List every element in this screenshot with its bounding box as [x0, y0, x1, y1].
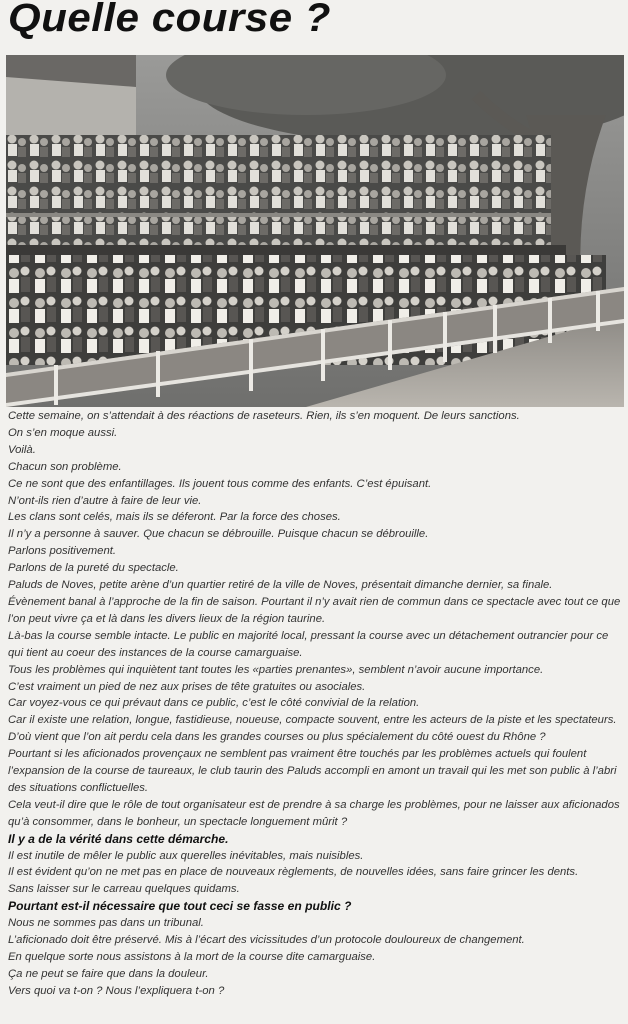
- article-paragraph: Vers quoi va t-on ? Nous l’expliquera t-on ?: [8, 984, 225, 997]
- article-paragraph: On s’en moque aussi.: [8, 426, 118, 439]
- article-paragraph: Nous ne sommes pas dans un tribunal.: [8, 917, 204, 930]
- article-paragraph: Évènement banal à l’approche de la fin de saison. Pourtant il n’y avait rien de commun dans ce spectacle avec tout ce que l’on peut vivre ça et là dans les divers lieux de la région taurine.: [8, 595, 621, 625]
- arena-photo: [6, 55, 624, 407]
- article-paragraph: Parlons de la pureté du spectacle.: [8, 562, 179, 575]
- article-paragraph: Car voyez-vous ce qui prévaut dans ce public, c’est le côté convivial de la relation.: [8, 697, 420, 710]
- article-paragraph: D’où vient que l’on ait perdu cela dans les grandes courses ou plus spécialement du côté ouest du Rhône ?: [8, 731, 546, 744]
- article-paragraph: Ça ne peut se faire que dans la douleur.: [8, 967, 209, 980]
- page-title: Quelle course ?: [8, 0, 331, 40]
- article-paragraph: Là-bas la course semble intacte. Le public en majorité local, pressant la course avec un détachement outrancier pour ce qui tient au coeur des instances de la course camarguaise.: [8, 629, 609, 659]
- article-paragraph: Sans laisser sur le carreau quelques quidams.: [8, 883, 240, 896]
- article-paragraph: Voilà.: [8, 443, 36, 456]
- article-paragraph: N’ont-ils rien d’autre à faire de leur vie.: [8, 494, 202, 507]
- article-paragraph: Tous les problèmes qui inquiètent tant toutes les «parties prenantes», semblent n’avoir aucune importance.: [8, 663, 544, 676]
- spectators-photo-illustration: [6, 55, 624, 407]
- article-paragraph: C’est vraiment un pied de nez aux prises de tête gratuites ou asociales.: [8, 680, 366, 693]
- article-paragraph: Pourtant si les aficionados provençaux ne semblent pas vraiment être touchés par les problèmes actuels qui foulent l’expansion de la course de taureaux, le club taurin des Paluds accompli en amont un travail qui les met son public à l’abri des situations conflictuelles.: [8, 748, 617, 794]
- article-paragraph: Cela veut-il dire que le rôle de tout organisateur est de prendre à sa charge les problèmes, pour ne laisser aux aficionados qu’à consommer, dans le bonheur, un spectacle longuement mûrit ?: [8, 798, 620, 828]
- article-body: [8, 408, 622, 1000]
- article-paragraph: L’aficionado doit être préservé. Mis à l’écart des vicissitudes d’un protocole douloureux de changement.: [8, 934, 525, 947]
- article-paragraph: Il est évident qu’on ne met pas en place de nouveaux règlements, de nouvelles idées, sans faire grincer les dents.: [8, 866, 579, 879]
- article-paragraph: Parlons positivement.: [8, 545, 116, 558]
- article-paragraph: Il est inutile de mêler le public aux querelles inévitables, mais nuisibles.: [8, 849, 364, 862]
- article-paragraph: Cette semaine, on s’attendait à des réactions de raseteurs. Rien, ils s’en moquent. De leurs sanctions.: [8, 410, 520, 422]
- article-paragraph: Les clans sont celés, mais ils se déferont. Par la force des choses.: [8, 511, 341, 524]
- article-subheading: Il y a de la vérité dans cette démarche.: [8, 831, 229, 846]
- article-paragraph: Chacun son problème.: [8, 460, 122, 473]
- article-subheading: Pourtant est-il nécessaire que tout ceci se fasse en public ?: [8, 899, 352, 914]
- article-paragraph: En quelque sorte nous assistons à la mort de la course dite camarguaise.: [8, 951, 376, 963]
- article-paragraph: Car il existe une relation, longue, fastidieuse, noueuse, compacte souvent, entre les acteurs de la piste et les spectateurs.: [8, 714, 617, 727]
- article-paragraph: Paluds de Noves, petite arène d’un quartier retiré de la ville de Noves, présentait dimanche dernier, sa finale.: [8, 579, 553, 592]
- article-paragraph: Ce ne sont que des enfantillages. Ils jouent tous comme des enfants. C’est épuisant.: [8, 477, 432, 490]
- article-paragraph: Il n’y a personne à sauver. Que chacun se débrouille. Puisque chacun se débrouille.: [8, 528, 429, 541]
